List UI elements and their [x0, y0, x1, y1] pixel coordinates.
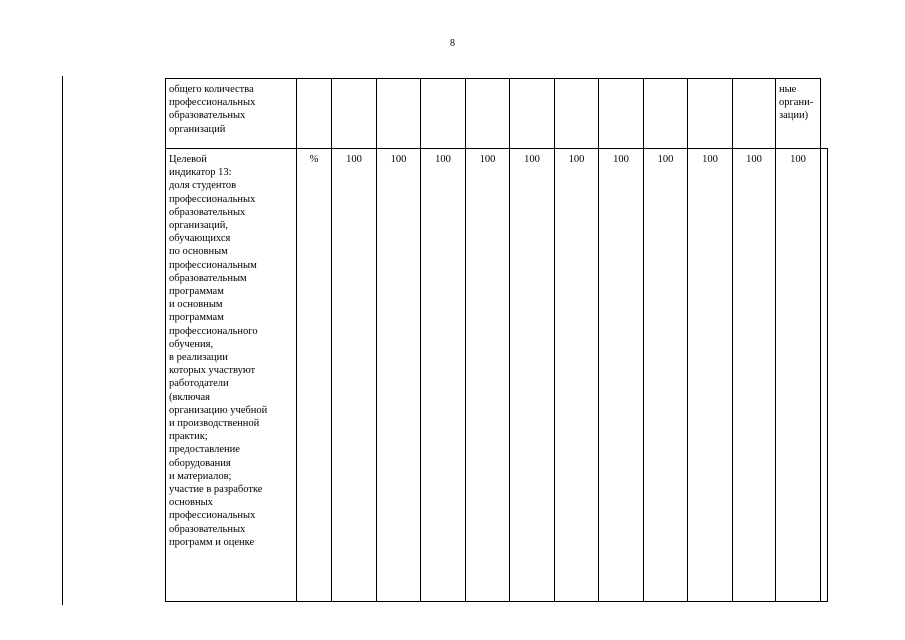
value-cell: 100 [644, 149, 688, 602]
value-cell: 100 [688, 149, 733, 602]
source-cell [776, 79, 821, 149]
indicator-line: профессиональным [169, 259, 257, 271]
indicator-line: и материалов; [169, 470, 232, 482]
indicator-line: (включая [169, 391, 211, 403]
indicator-line: организацию учебной [169, 404, 268, 416]
indicator-name-cell [166, 149, 297, 602]
indicator-line: образовательных [169, 523, 246, 535]
indicator-line: и основным [169, 299, 223, 311]
indicator-line: профессиональных [169, 510, 256, 522]
margin-line [62, 76, 63, 605]
indicator-line: организаций [169, 123, 226, 135]
indicator-line: образовательных [169, 206, 246, 218]
indicator-line: Целевой [169, 154, 207, 165]
value-cell [644, 79, 688, 149]
indicator-line: индикатор 13: [169, 167, 232, 179]
source-line: органи- [779, 97, 814, 109]
indicator-table [165, 78, 828, 602]
indicator-line: предоставление [169, 444, 240, 456]
source-line: зации) [779, 110, 809, 122]
indicator-line: общего количества [169, 84, 254, 95]
indicator-line: профессиональных [169, 97, 256, 109]
unit-cell: % [297, 149, 332, 602]
indicator-line: программам [169, 286, 224, 298]
value-cell: 100 [776, 149, 821, 602]
page-number: 8 [450, 38, 455, 49]
value-cell: 100 [377, 149, 421, 602]
indicator-line: обучающихся [169, 233, 231, 245]
value-cell [466, 79, 510, 149]
indicator-line: образовательных [169, 110, 246, 122]
value-cell [421, 79, 466, 149]
indicator-name-cell [166, 79, 297, 149]
value-cell: 100 [510, 149, 555, 602]
unit-cell [297, 79, 332, 149]
indicator-line: программ и оценке [169, 536, 255, 548]
indicator-line: в реализации [169, 352, 228, 364]
indicator-line: образовательным [169, 272, 247, 284]
indicator-line: программам [169, 312, 224, 324]
value-cell [555, 79, 599, 149]
indicator-line: и производственной [169, 418, 260, 430]
value-cell: 100 [421, 149, 466, 602]
table-row-target-13 [166, 149, 828, 602]
indicator-line: оборудования [169, 457, 231, 469]
value-cell [688, 79, 733, 149]
indicator-line: организаций, [169, 220, 228, 232]
indicator-line: практик; [169, 431, 208, 443]
value-cell: 100 [733, 149, 776, 602]
value-cell [599, 79, 644, 149]
value-cell: 100 [555, 149, 599, 602]
indicator-line: обучения, [169, 338, 214, 350]
source-line: ные [779, 84, 797, 95]
value-cell: 100 [332, 149, 377, 602]
indicator-line: основных [169, 497, 213, 509]
value-cell [733, 79, 776, 149]
value-cell [332, 79, 377, 149]
value-cell: 100 [466, 149, 510, 602]
value-cell: 100 [599, 149, 644, 602]
source-cell [821, 149, 828, 602]
table-row-continued [166, 79, 828, 149]
indicator-line: которых участвуют [169, 365, 256, 377]
indicator-line: по основным [169, 246, 228, 258]
indicator-line: участие в разработке [169, 484, 263, 496]
indicator-line: доля студентов [169, 180, 237, 192]
value-cell [510, 79, 555, 149]
indicator-line: профессионального [169, 325, 258, 337]
indicator-line: работодатели [169, 378, 229, 390]
indicator-line: профессиональных [169, 193, 256, 205]
value-cell [377, 79, 421, 149]
